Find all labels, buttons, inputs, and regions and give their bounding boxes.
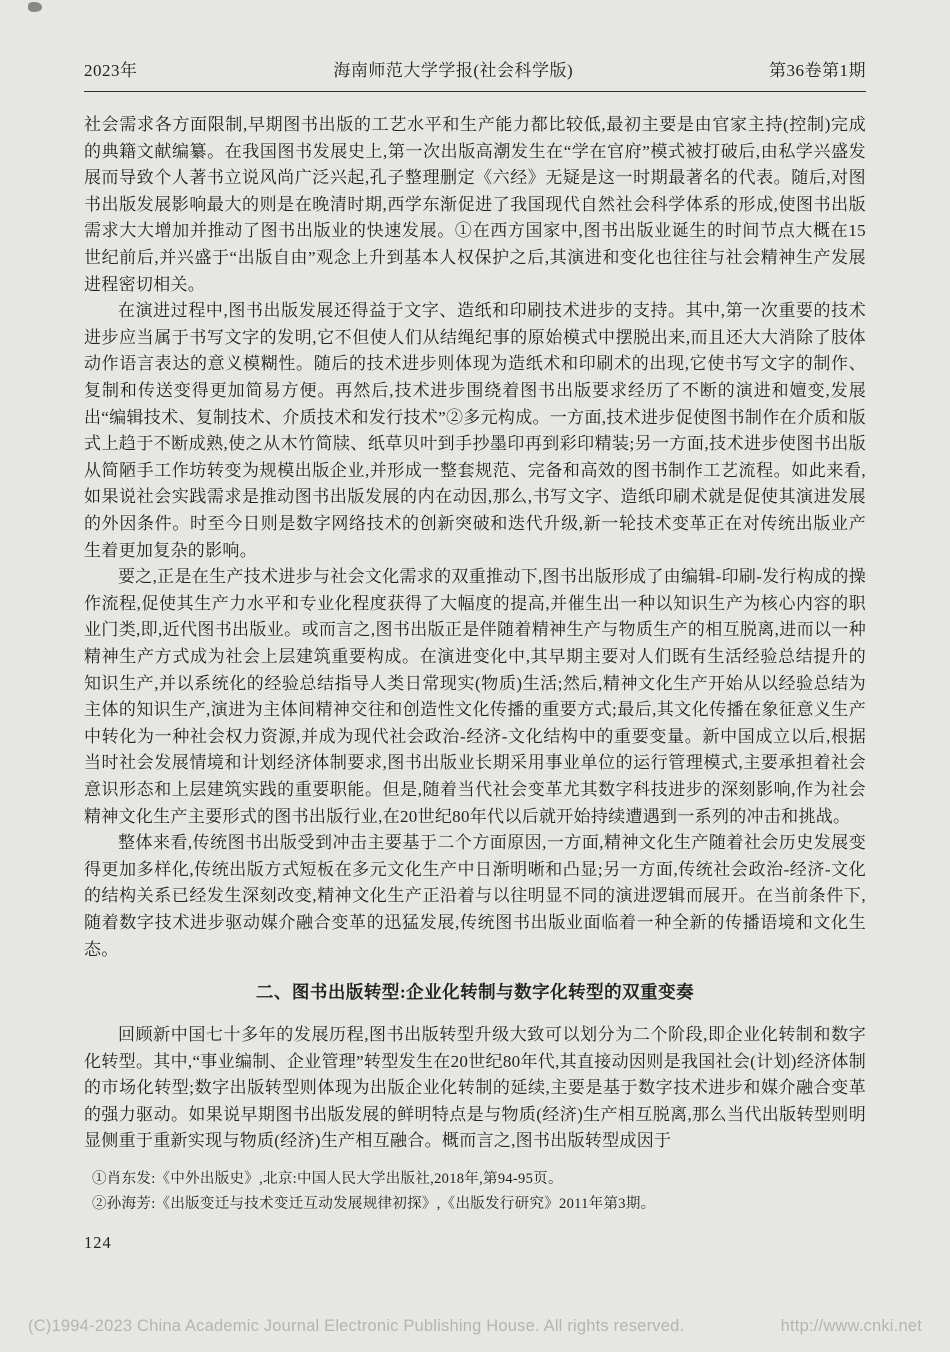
paragraph: 要之,正是在生产技术进步与社会文化需求的双重推动下,图书出版形成了由编辑-印刷-发行构成的操作流程,促使其生产力水平和专业化程度获得了大幅度的提高,并催生出一种以知识生产为核心内容的职业门类,即,近代图书出版业。或而言之,图书出版正是伴随着精神生产与物质生产的相互脱离,进而以一种精神生产方式成为社会上层建筑重要构成。在演进变化中,其早期主要对人们既有生活经验总结提升的知识生产,并以系统化的经验总结指导人类日常现实(物质)生活;然后,精神文化生产开始从以经验总结为主体的知识生产,演进为主体间精神交往和创造性文化传播的重要方式;最后,其文化传播在象征意义生产中转化为一种社会权力资源,并成为现代社会政治-经济-文化结构中的重要变量。新中国成立以后,根据当时社会发展情境和计划经济体制要求,图书出版业长期采用事业单位的运行管理模式,主要承担着社会意识形态和上层建筑实践的重要职能。但是,随着当代社会变革尤其数字科技进步的深刻影响,作为社会精神文化生产主要形式的图书出版行业,在20世纪80年代以后就开始持续遭遇到一系列的冲击和挑战。 xyxy=(84,567,866,826)
header-issue: 第36卷第1期 xyxy=(768,61,866,80)
page-number: 124 xyxy=(84,1233,112,1253)
section-heading: 二、图书出版转型:企业化转制与数字化转型的双重变奏 xyxy=(255,982,695,1003)
header-journal-title: 海南师范大学学报(社会科学版) xyxy=(333,61,574,80)
footnotes-block xyxy=(84,1167,866,1216)
paragraph: 回顾新中国七十多年的发展历程,图书出版转型升级大致可以划分为二个阶段,即企业化转制和数字化转型。其中,“事业编制、企业管理”转型发生在20世纪80年代,其直接动因则是我国社会(计划)经济体制的市场化转型;数字出版转型则体现为出版企业化转制的延续,主要是基于数字技术进步和媒介融合变革的强力驱动。如果说早期图书出版发展的鲜明特点是与物质(经济)生产相互脱离,那么当代出版转型则明显侧重于重新实现与物质(经济)生产相互融合。概而言之,图书出版转型成因于 xyxy=(84,1025,866,1151)
scan-artifact xyxy=(28,2,42,12)
footnote: ①肖东发:《中外出版史》,北京:中国人民大学出版社,2018年,第94-95页。 xyxy=(92,1171,563,1188)
paragraph: 在演进过程中,图书出版发展还得益于文字、造纸和印刷技术进步的支持。其中,第一次重要的技术进步应当属于书写文字的发明,它不但使人们从结绳纪事的原始模式中摆脱出来,而且还大大消除了肢体动作语言表达的意义模糊性。随后的技术进步则体现为造纸术和印刷术的出现,它使书写文字的制作、复制和传送变得更加简易方便。再然后,技术进步围绕着图书出版要求经历了不断的演进和嬗变,发展出“编辑技术、复制技术、介质技术和发行技术”②多元构成。一方面,技术进步促使图书制作在介质和版式上趋于不断成熟,使之从木竹简牍、纸草贝叶到手抄墨印再到彩印精装;另一方面,技术进步使图书出版从简陋手工作坊转变为规模出版企业,并形成一整套规范、完备和高效的图书制作工艺流程。如此来看,如果说社会实践需求是推动图书出版发展的内在动因,那么,书写文字、造纸印刷术就是促使其演进发展的外因条件。时至今日则是数字网络技术的创新突破和迭代升级,新一轮技术变革正在对传统出版业产生着更加复杂的影响。 xyxy=(84,301,866,560)
watermark-footer xyxy=(28,1317,922,1336)
copyright-watermark: (C)1994-2023 China Academic Journal Electronic Publishing House. All rights reserved. xyxy=(28,1317,685,1335)
header-year: 2023年 xyxy=(84,61,138,80)
journal-header xyxy=(84,60,866,82)
paragraph: 整体来看,传统图书出版受到冲击主要基于二个方面原因,一方面,精神文化生产随着社会历史发展变得更加多样化,传统出版方式短板在多元文化生产中日渐明晰和凸显;另一方面,传统社会政治-经济-文化的结构关系已经发生深刻改变,精神文化生产正沿着与以往明显不同的演进逻辑而展开。在当前条件下,随着数字技术进步驱动媒介融合变革的迅猛发展,传统图书出版业面临着一种全新的传播语境和文化生态。 xyxy=(84,833,866,959)
article-body xyxy=(84,112,866,1155)
footnote: ②孙海芳:《出版变迁与技术变迁互动发展规律初探》,《出版发行研究》2011年第3期。 xyxy=(92,1195,656,1212)
cnki-url: http://www.cnki.net xyxy=(780,1317,922,1335)
paragraph-continuation: 社会需求各方面限制,早期图书出版的工艺水平和生产能力都比较低,最初主要是由官家主持(控制)完成的典籍文献编纂。在我国图书发展史上,第一次出版高潮发生在“学在官府”模式被打破后,由私学兴盛发展而导致个人著书立说风尚广泛兴起,孔子整理删定《六经》无疑是这一时期最著名的代表。随后,对图书出版发展影响最大的则是在晚清时期,西学东渐促进了我国现代自然社会科学体系的形成,使图书出版需求大大增加并推动了图书出版业的快速发展。①在西方国家中,图书出版业诞生的时间节点大概在15世纪前后,并兴盛于“出版自由”观念上升到基本人权保护之后,其演进和变化也往往与社会精神生产发展进程密切相关。 xyxy=(84,115,866,294)
header-divider xyxy=(84,91,866,92)
